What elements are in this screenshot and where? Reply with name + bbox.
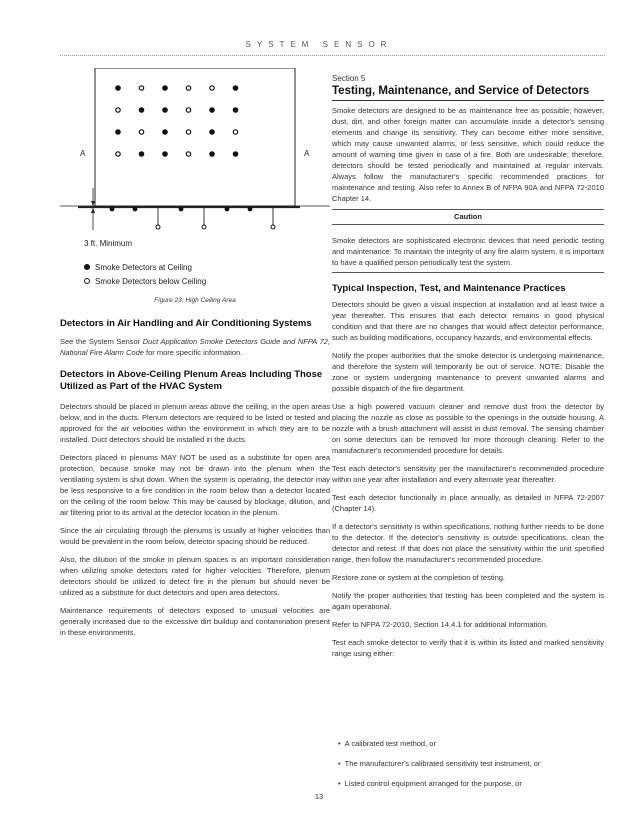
ceiling-drop-open bbox=[156, 207, 160, 229]
practice-para-7: Restore zone or system at the completion of testing. bbox=[332, 573, 506, 582]
section-intro: Smoke detectors are designed to be as maintenance free as possible; however, dust, dirt, and other foreign matter can accumulate inside a detector's sensing elements and change its sensitivity. They can become either more sensitive, which may cause unwanted alarms, or less sensitive, which could reduce the amount of warning time given in case of a fire. Both are undesirable; therefore, detectors should be tested periodically and maintained at regular intervals. Always follow the manufacturer's specific recommended practices for maintenance and testing. Also refer to Annex B of NFPA 90A and NFPA 72-2010 Chapter 14. bbox=[332, 106, 604, 203]
header-rule bbox=[60, 55, 605, 56]
caution-rule-bottom bbox=[332, 224, 604, 225]
plenum-para-4: Also, the dilution of the smoke in plenum spaces is an important consideration when utilizing smoke detectors rated for higher velocities. Therefore, plenum detectors should be utilized to detect fire in the plenum but should never be utilized as a substitute for duct detectors and open area detectors. bbox=[60, 555, 330, 597]
heading-practices: Typical Inspection, Test, and Maintenance Practices bbox=[332, 283, 566, 294]
plenum-para-5: Maintenance requirements of detectors exposed to unusual velocities are generally increased due to the excessive dirt buildup and contamination present in these environments. bbox=[60, 606, 330, 637]
plenum-para-3: Since the air circulating through the plenums is usually at higher velocities than would be prevalent in the room below, detector spacing should be reduced. bbox=[60, 526, 330, 546]
ceiling-detector-filled bbox=[209, 151, 215, 157]
ceiling-drop-filled bbox=[248, 207, 253, 212]
practice-para-4: Test each detector's sensitivity per the manufacturer's recommended procedure within one year after installation and every alternate year thereafter. bbox=[332, 464, 604, 484]
air-handling-text: See the System Sensor Duct Application Smoke Detectors Guide and NFPA 72, National Fire Alarm Code for more specific information. bbox=[60, 337, 330, 357]
caution-title: Caution bbox=[454, 212, 482, 221]
practice-para-1: Detectors should be given a visual inspection at installation and at least twice a year thereafter. This ensures that each detector remains in good physical condition and that there are no changes that would affect detector performance, such as building modifications, occupancy hazards, and environmental effects. bbox=[332, 300, 604, 342]
ceiling-detector-filled bbox=[115, 85, 121, 91]
practice-para-10: Test each smoke detector to verify that it is within its listed and marked sensitivity range using either: bbox=[332, 638, 604, 658]
practice-para-2: Notify the proper authorities that the smoke detector is undergoing maintenance, and therefore the system will temporarily be out of service. NOTE: Disable the zone or system undergoing maintenance to prevent unwanted alarms and possible dispatch of the fire department. bbox=[332, 351, 604, 393]
ceiling-detector-open bbox=[210, 86, 214, 90]
ceiling-drop-filled bbox=[179, 207, 184, 212]
ceiling-detector-filled bbox=[233, 107, 239, 113]
ceiling-detector-open bbox=[233, 130, 237, 134]
plenum-para-2: Detectors placed in plenums MAY NOT be used as a substitute for open area protection, because smoke may not be drawn into the plenum when the ventilating system is shut down. When the system is operating, the detector may be less responsive to a fire condition in the room below than a detector located on the ceiling of the room below. This may be caused by blockage, dilution, and air filtering prior to its arrival at the detector location in the plenum. bbox=[60, 453, 330, 517]
caution-rule bbox=[332, 209, 604, 210]
ceiling-drop-open bbox=[271, 207, 275, 229]
dimension-arrow-top bbox=[91, 201, 95, 206]
heading-air-handling: Detectors in Air Handling and Air Conditioning Systems bbox=[60, 318, 312, 329]
ceiling-detector-filled bbox=[162, 107, 168, 113]
page-header: SYSTEM SENSOR bbox=[245, 40, 393, 49]
ceiling-detector-filled bbox=[233, 85, 239, 91]
title-rule bbox=[332, 100, 604, 101]
practice-para-3: Use a high powered vacuum cleaner and remove dust from the detector by placing the nozzle as close as possible to the openings in the outside housing. A nozzle with a brush attachment will assist in dust removal. The sensing chamber on some detectors can be removed for more thorough cleaning. Refer to the manufacturer's recommended procedure for details. bbox=[332, 402, 604, 455]
section-title: Testing, Maintenance, and Service of Detectors bbox=[332, 85, 590, 97]
room-outline bbox=[95, 68, 295, 206]
ceiling-detector-open bbox=[116, 108, 120, 112]
ceiling-detector-open bbox=[139, 86, 143, 90]
ceiling-drop-open bbox=[202, 207, 206, 229]
ceiling-detector-open bbox=[186, 108, 190, 112]
practice-para-9: Refer to NFPA 72-2010, Section 14.4.1 for additional information. bbox=[332, 620, 548, 629]
open-dot-icon bbox=[84, 278, 90, 284]
caution-end-rule bbox=[332, 272, 604, 273]
ceiling-detector-filled bbox=[139, 107, 145, 113]
label-a-right: A bbox=[304, 149, 310, 158]
plenum-para-1: Detectors should be placed in plenum areas above the ceiling, in the open areas below, and in the ducts. Plenum detectors are required to be listed or tested and approved for the air velocities within the environment in which they are to be installed. Duct detectors should be installed in the ducts. bbox=[60, 402, 330, 444]
ceiling-detector-open bbox=[186, 130, 190, 134]
ceiling-drop-filled bbox=[110, 207, 115, 212]
heading-plenum: Detectors in Above-Ceiling Plenum Areas Including Those Utilized as Part of the HVAC System bbox=[60, 369, 323, 392]
ceiling-detector-open bbox=[139, 130, 143, 134]
ceiling-detector-filled bbox=[209, 107, 215, 113]
ceiling-detector-filled bbox=[115, 129, 121, 135]
practice-para-5: Test each detector functionally in place annually, as detailed in NFPA 72-2007 (Chapter 14). bbox=[332, 493, 604, 513]
bullet-item: • The manufacturer's calibrated sensitivity test instrument, or bbox=[338, 758, 540, 769]
filled-dot-icon bbox=[84, 264, 90, 270]
ceiling-detector-filled bbox=[209, 129, 215, 135]
dimension-arrow-bottom bbox=[91, 208, 95, 213]
section-label: Section 5 bbox=[332, 74, 366, 83]
ceiling-detector-filled bbox=[139, 151, 145, 157]
ceiling-detector-open bbox=[116, 152, 120, 156]
ceiling-detector-filled bbox=[162, 151, 168, 157]
ceiling-detector-open bbox=[186, 152, 190, 156]
page-number: 13 bbox=[314, 792, 324, 801]
label-a-left: A bbox=[80, 149, 86, 158]
bullet-item: • Listed control equipment arranged for the purpose, or bbox=[338, 778, 522, 789]
legend-below: Smoke Detectors below Ceiling bbox=[84, 276, 206, 288]
minimum-label: 3 ft. Minimum bbox=[84, 239, 133, 248]
practice-para-6: If a detector's sensitivity is within specifications, nothing further needs to be done to the detector. If the detector's sensitivity is outside specifications, clean the detector and retest. If that does not place the sensitivity within the unit specified range, then follow the manufacturer's recommended procedure. bbox=[332, 522, 604, 564]
ceiling-drop-filled bbox=[133, 207, 138, 212]
caution-text: Smoke detectors are sophisticated electronic devices that need periodic testing and maintenance. To maintain the integrity of any fire alarm system, it is important to have a qualified person periodically test the system. bbox=[332, 236, 604, 267]
ceiling-detector-open bbox=[186, 86, 190, 90]
practice-para-8: Notify the proper authorities that testing has been completed and the system is again operational. bbox=[332, 591, 604, 611]
legend-ceiling: Smoke Detectors at Ceiling bbox=[84, 262, 192, 274]
bullet-item: • A calibrated test method, or bbox=[338, 738, 436, 749]
ceiling-detector-filled bbox=[233, 151, 239, 157]
high-ceiling-diagram bbox=[60, 68, 330, 248]
figure-caption: Figure 23: High Ceiling Area bbox=[154, 297, 236, 304]
ceiling-drop-filled bbox=[225, 207, 230, 212]
ceiling-detector-filled bbox=[162, 129, 168, 135]
ceiling-detector-filled bbox=[162, 85, 168, 91]
